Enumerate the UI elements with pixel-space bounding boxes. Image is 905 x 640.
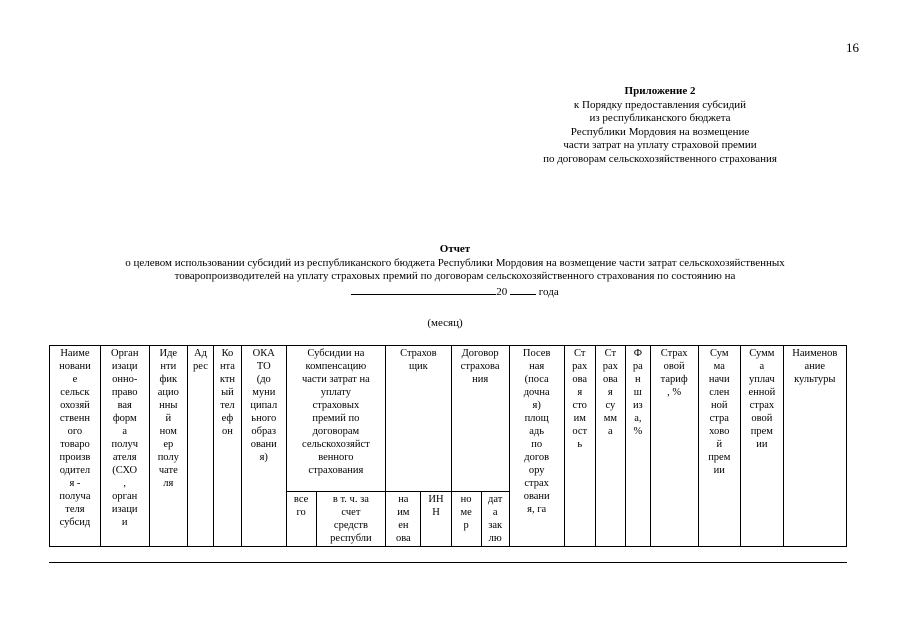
appendix-block <box>520 85 800 166</box>
subheader-contract-date: дат а зак лю <box>481 492 509 547</box>
subheader-insurer-name: на им ен ова <box>386 492 421 547</box>
header-sown-area: Посев ная (поса дочна я) площ адь по догов ору страх овани я, га <box>509 346 564 547</box>
report-table <box>49 345 847 547</box>
header-okato: ОКА ТО (до муни ципал ьного образ овани я) <box>241 346 286 547</box>
appendix-line: к Порядку предоставления субсидий <box>573 98 747 111</box>
header-premium-paid: Сумм а уплач енной страх овой прем ии <box>741 346 784 547</box>
date-year-prefix: 20 <box>496 285 508 298</box>
appendix-title: Приложение 2 <box>624 85 696 97</box>
report-subtitle-line-2: товаропроизводителей на уплату страховых премий по договорам сельскохозяйственного страхования по состоянию на <box>174 270 736 282</box>
header-insurance-tariff: Страх овой тариф , % <box>650 346 698 547</box>
header-contact-phone: Ко нта ктн ый тел еф он <box>213 346 241 547</box>
header-premium-accrued: Сум ма начи слен ной стра хово й прем ии <box>698 346 741 547</box>
appendix-line: по договорам сельскохозяйственного страхования <box>543 152 777 165</box>
header-address: Ад рес <box>188 346 214 547</box>
subheader-insurer-inn: ИН Н <box>421 492 451 547</box>
header-insured-sum: Ст рах ова я су мм а <box>595 346 625 547</box>
month-label: (месяц) <box>427 317 463 329</box>
page-number: 16 <box>846 40 859 55</box>
table-header-row <box>50 346 847 492</box>
appendix-line: части затрат на уплату страховой премии <box>563 139 757 151</box>
header-legal-form: Орган изаци онно- право вая форм а получ ателя (СХО , орган изаци и <box>100 346 149 547</box>
report-table-container <box>49 345 847 563</box>
header-subsidies: Субсидии на компенсацию части затрат на уплату страховых премий по договорам сельскохозяйст венного страхования <box>286 346 386 492</box>
header-identification-number: Иде нти фик ацио нны й ном ер полу чате ля <box>149 346 187 547</box>
report-subtitle-line-1: о целевом использовании субсидий из республиканского бюджета Республики Мордовия на возмещение части затрат сельскохозяйственных <box>125 256 785 269</box>
header-franchise: Ф ра н ш из а, % <box>625 346 650 547</box>
header-insurer: Страхов щик <box>386 346 451 492</box>
report-header <box>55 243 855 299</box>
header-recipient-name: Наиме новани е сельск охозяй ственн ого товаро произв одител я - получа теля субсид <box>50 346 101 547</box>
header-insurance-contract: Договор страхова ния <box>451 346 509 492</box>
year-blank-field <box>510 284 536 295</box>
report-title: Отчет <box>439 243 471 255</box>
date-suffix: года <box>538 285 559 298</box>
header-insured-value: Ст рах ова я сто им ост ь <box>564 346 595 547</box>
appendix-line: из республиканского бюджета <box>589 112 731 124</box>
table-bottom-border <box>49 562 847 563</box>
header-crop-name: Наименов ание культуры <box>783 346 846 547</box>
date-blank-field <box>351 284 496 295</box>
report-date-line <box>55 284 855 300</box>
subheader-contract-number: но ме р <box>451 492 481 547</box>
subheader-total: все го <box>286 492 316 547</box>
subheader-including-republic-funds: в т. ч. за счет средств республи <box>316 492 386 547</box>
appendix-line: Республики Мордовия на возмещение <box>570 125 750 138</box>
